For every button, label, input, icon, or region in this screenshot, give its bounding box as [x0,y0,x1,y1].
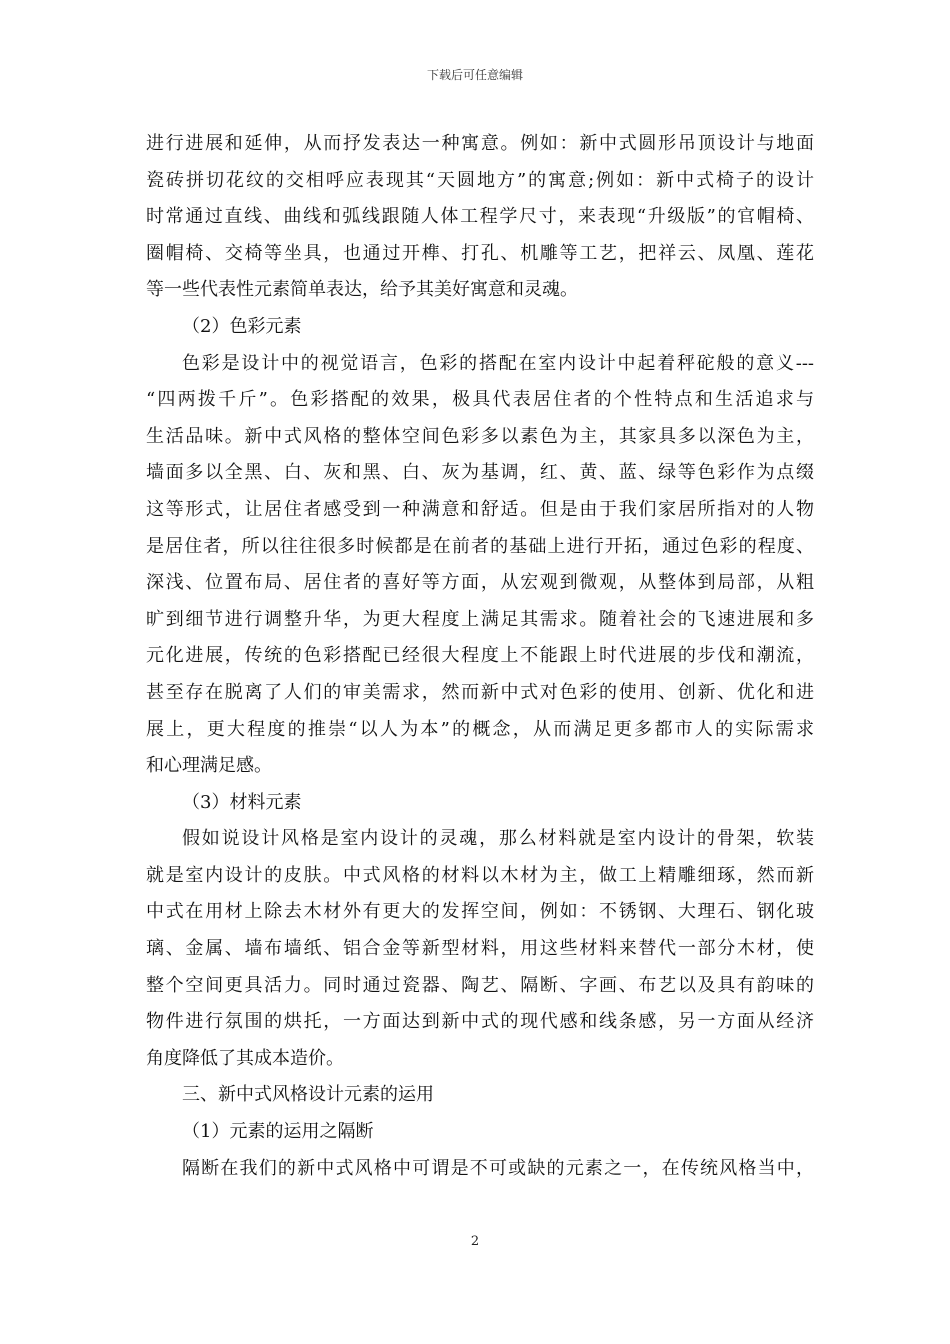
text-line: 进行进展和延伸，从而抒发表达一种寓意。例如：新中式圆形吊顶设计与地面 [146,133,814,154]
text-line: 生活品味。新中式风格的整体空间色彩多以素色为主，其家具多以深色为主， [146,425,814,447]
page-number: 2 [470,1234,480,1249]
text-line: 瓷砖拼切花纹的交相呼应表现其“天圆地方”的寓意;例如：新中式椅子的设计 [146,169,814,191]
text-line: 时常通过直线、曲线和弧线跟随人体工程学尺寸，来表现“升级版”的官帽椅、 [146,206,814,228]
text-line: 墙面多以全黑、白、灰和黑、白、灰为基调，红、黄、蓝、绿等色彩作为点缀 [146,462,814,484]
text-line: 等一些代表性元素简单表达，给予其美好寓意和灵魂。 [146,279,578,301]
text-line: 物件进行氛围的烘托，一方面达到新中式的现代感和线条感，另一方面从经济 [146,1011,814,1033]
text-line: 和心理满足感。 [146,755,272,777]
text-line: （1）元素的运用之隔断 [182,1121,374,1143]
text-line: （3）材料元素 [182,791,302,813]
text-line: 圈帽椅、交椅等坐具，也通过开榫、打孔、机雕等工艺，把祥云、凤凰、莲花 [146,242,814,264]
text-line: 角度降低了其成本造价。 [146,1047,344,1069]
text-line: 三、新中式风格设计元素的运用 [182,1084,434,1106]
text-line: 旷到细节进行调整升华，为更大程度上满足其需求。随着社会的飞速进展和多 [146,608,814,630]
text-line: 元化进展，传统的色彩搭配已经很大程度上不能跟上时代进展的步伐和潮流， [146,645,814,667]
text-line: 假如说设计风格是室内设计的灵魂，那么材料就是室内设计的骨架，软装 [182,828,814,850]
text-line: 整个空间更具活力。同时通过瓷器、陶艺、隔断、字画、布艺以及具有韵味的 [146,974,814,996]
text-line: 色彩是设计中的视觉语言，色彩的搭配在室内设计中起着秤砣般的意义--- [182,352,814,374]
text-line: 中式在用材上除去木材外有更大的发挥空间，例如：不锈钢、大理石、钢化玻 [146,901,814,923]
text-line: 深浅、位置布局、居住者的喜好等方面，从宏观到微观，从整体到局部，从粗 [146,572,814,594]
text-line: 展上，更大程度的推崇“以人为本”的概念，从而满足更多都市人的实际需求 [146,718,814,740]
text-line: “四两拨千斤”。色彩搭配的效果，极具代表居住者的个性特点和生活追求与 [146,389,814,411]
text-line: （2）色彩元素 [182,315,302,337]
document-body [146,126,814,1187]
text-line: 甚至存在脱离了人们的审美需求，然而新中式对色彩的使用、创新、优化和进 [146,681,814,703]
text-line: 就是室内设计的皮肤。中式风格的材料以木材为主，做工上精雕细琢，然而新 [146,864,814,886]
text-line: 是居住者，所以往往很多时候都是在前者的基础上进行开拓，通过色彩的程度、 [146,535,814,557]
page-header: 下载后可任意编辑 [426,68,523,82]
text-line: 璃、金属、墙布墙纸、铝合金等新型材料，用这些材料来替代一部分木材，使 [146,938,814,960]
text-line: 这等形式，让居住者感受到一种满意和舒适。但是由于我们家居所指对的人物 [146,498,814,520]
text-line: 隔断在我们的新中式风格中可谓是不可或缺的元素之一，在传统风格当中， [182,1157,814,1179]
